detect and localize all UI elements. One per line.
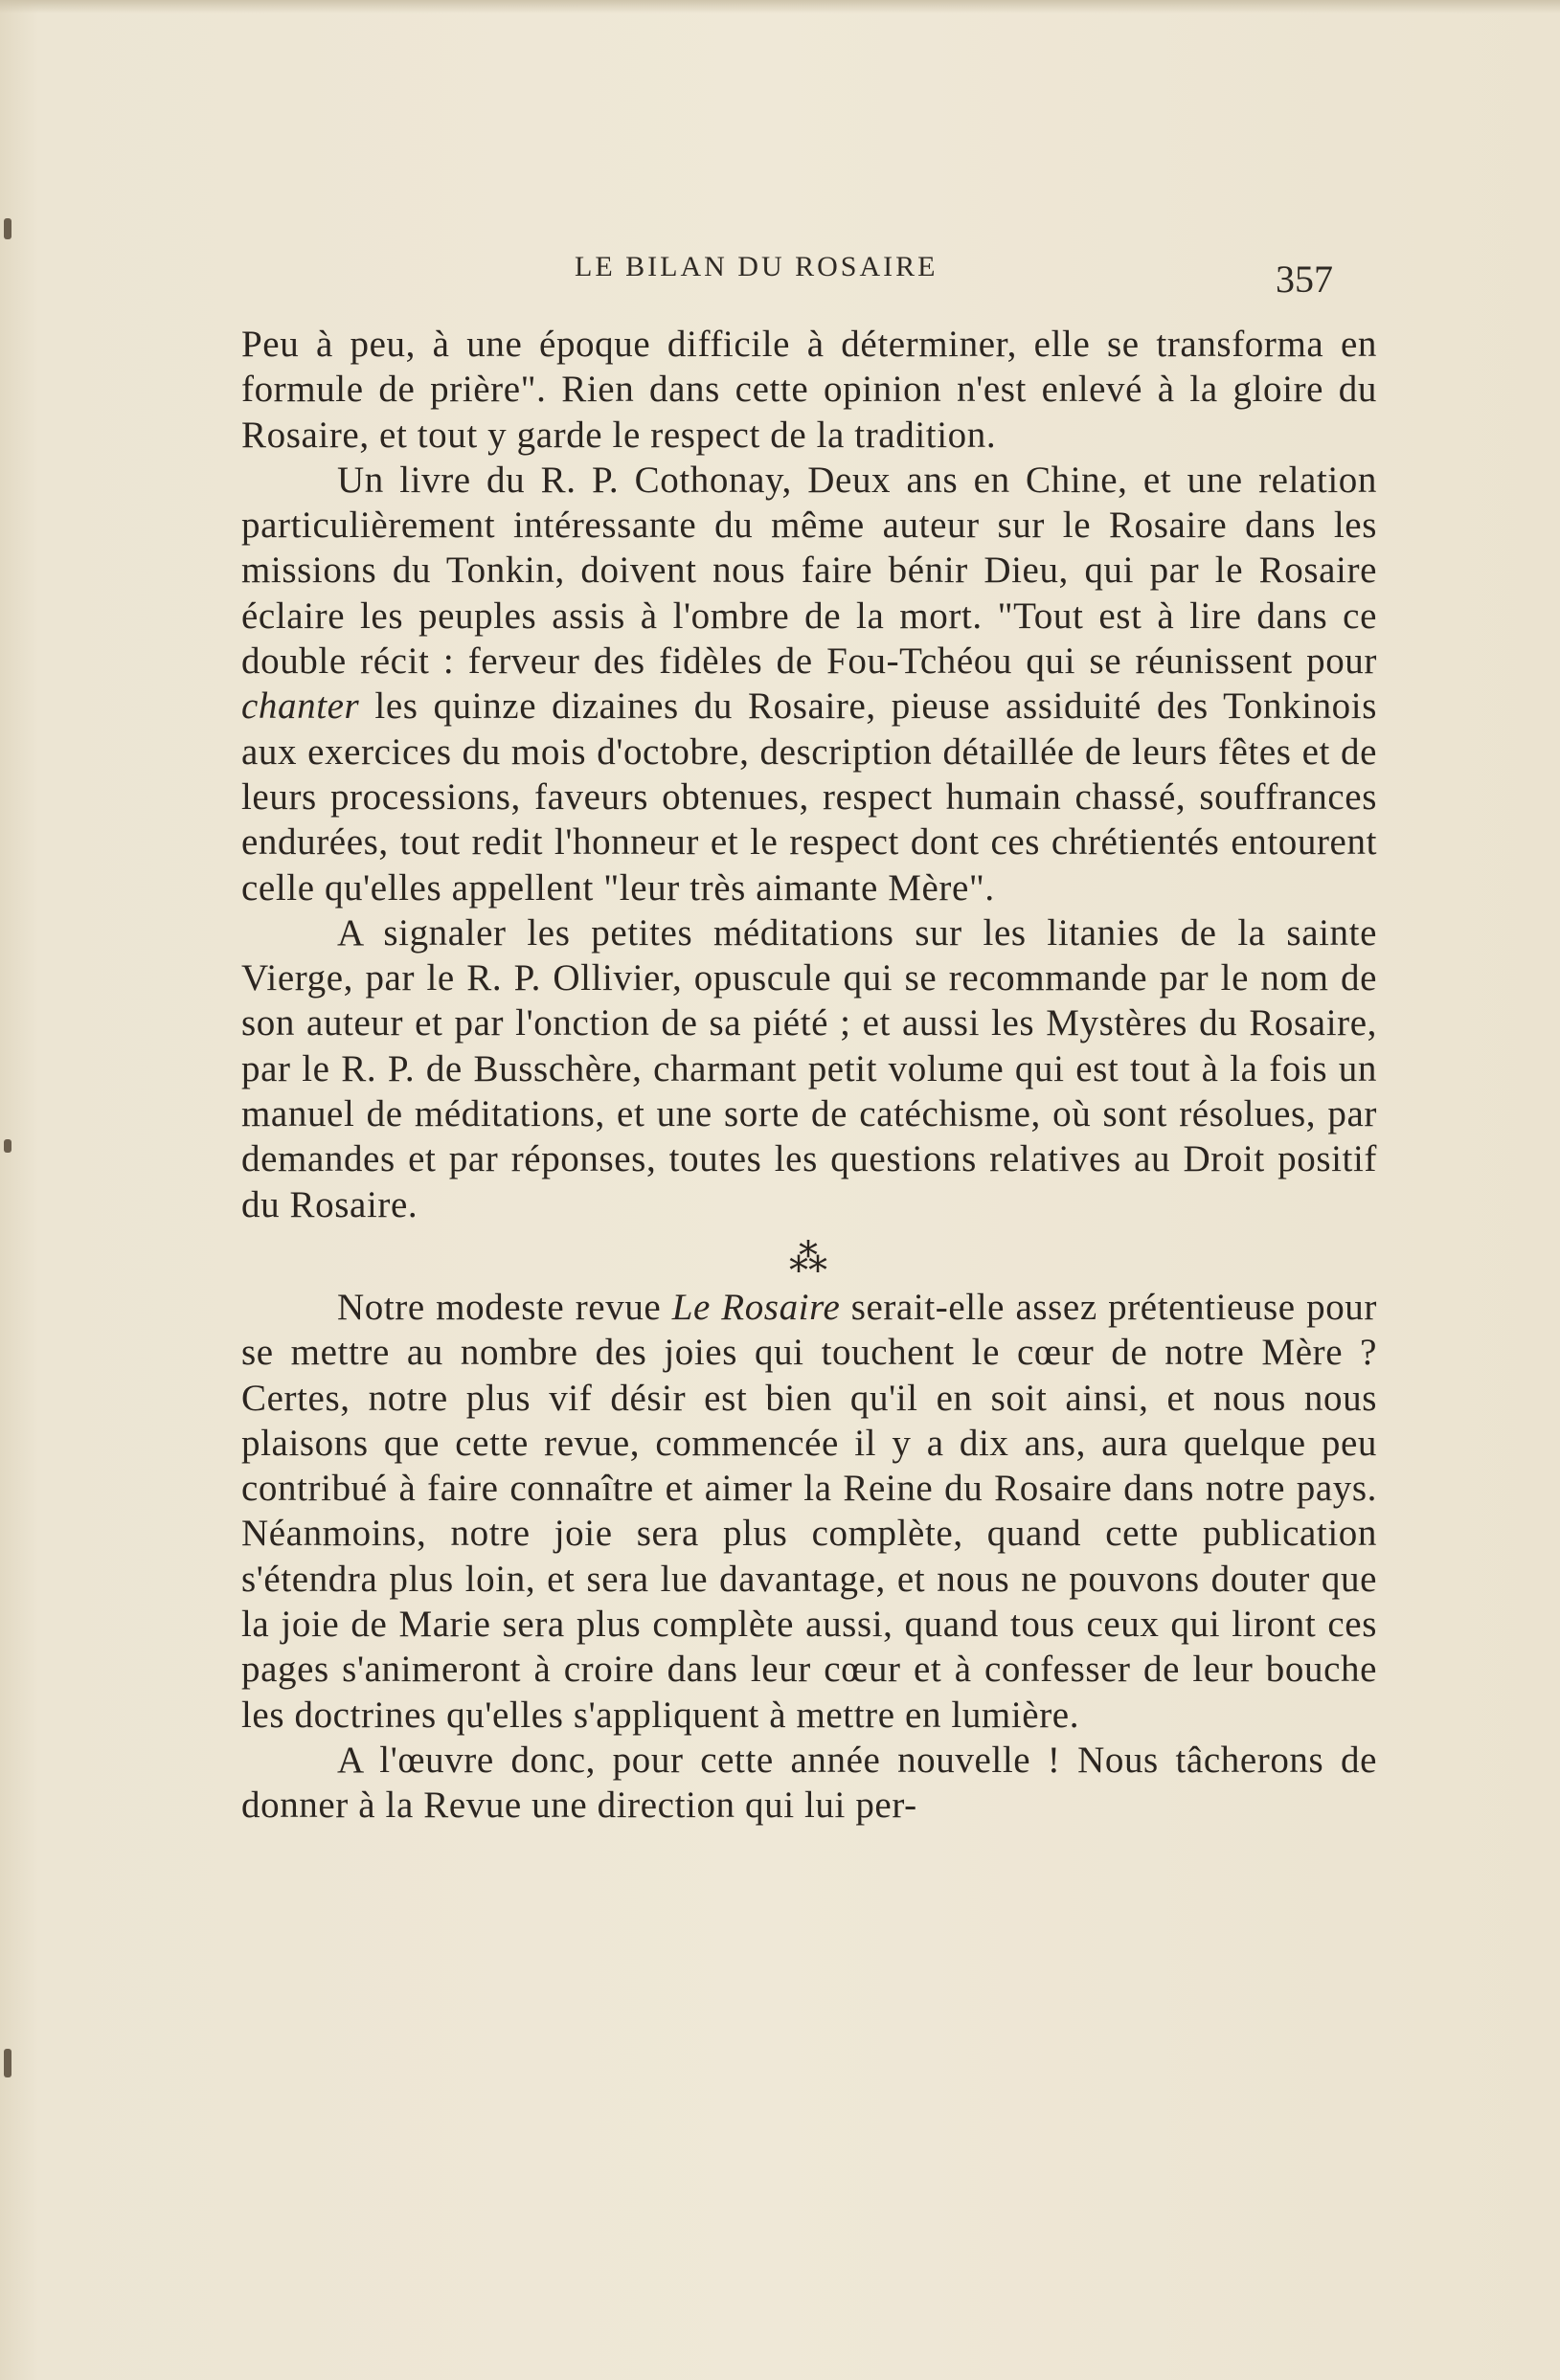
main-text (241, 322, 1377, 1829)
running-title: LE BILAN DU ROSAIRE (575, 251, 938, 282)
asterism-separator: ⁂ (789, 1236, 829, 1280)
paragraph: A signaler les petites méditations sur les litanies de la sainte Vierge, par le R. P. Ollivier, opuscule qui se recommande par le nom de son auteur et par l'onction de sa piété ; et aussi les Mystères du Rosaire, par le R. P. de Busschère, charmant petit volume qui est tout à la fois un manuel de méditations, et une sorte de catéchisme, où sont résolues, par demandes et par réponses, toutes les questions relatives au Droit positif du Rosaire. (241, 911, 1377, 1225)
paragraph-text: Un livre du R. P. Cothonay, Deux ans en Chine, et une relation particulièrement intéressante du même auteur sur le Rosaire dans les missions du Tonkin, doivent nous faire bénir Dieu, qui par le Rosaire éclaire les peuples assis à l'ombre de la mort. "Tout est à lire dans ce double récit : ferveur des fidèles de Fou-Tchéou qui se réunissent pour (241, 459, 1377, 683)
paragraph (241, 458, 1377, 910)
paragraph-text: les quinze dizaines du Rosaire, pieuse assiduité des Tonkinois aux exercices du mois d'octobre, description détaillée de leurs fêtes et de leurs processions, faveurs obtenues, respect humain chassé, souffrances endurées, tout redit l'honneur et le respect dont ces chrétientés entourent celle qu'elles appellent "leur très aimante Mère". (241, 685, 1377, 909)
page-top-shadow (0, 0, 1560, 13)
paragraph-text: Notre modeste revue (337, 1286, 672, 1328)
paragraph (241, 1285, 1377, 1738)
emphasis: chanter (241, 685, 360, 728)
binding-mark (4, 218, 11, 239)
paragraph: Peu à peu, à une époque difficile à déterminer, elle se transforma en formule de prière". Rien dans cette opinion n'est enlevé à la gloire du Rosaire, et tout y garde le respect de la tradition. (241, 324, 1377, 456)
page-number: 357 (1276, 258, 1333, 301)
emphasis: Le Rosaire (671, 1286, 841, 1328)
binding-mark (4, 2049, 11, 2077)
binding-mark (4, 1139, 11, 1153)
paragraph: A l'œuvre donc, pour cette année nouvelle ! Nous tâcherons de donner à la Revue une direction qui lui per- (241, 1739, 1377, 1827)
paragraph-text: serait-elle assez prétentieuse pour se mettre au nombre des joies qui touchent le cœur de notre Mère ? Certes, notre plus vif désir est bien qu'il en soit ainsi, et nous nous plaisons que cette revue, commencée il y a dix ans, aura quelque peu contribué à faire connaître et aimer la Reine du Rosaire dans notre pays. Néanmoins, notre joie sera plus complète, quand cette publication s'étendra plus loin, et sera lue davantage, et nous ne pouvons douter que la joie de Marie sera plus complète aussi, quand tous ceux qui liront ces pages s'animeront à croire dans leur cœur et à confesser de leur bouche les doctrines qu'elles s'appliquent à mettre en lumière. (241, 1286, 1377, 1736)
